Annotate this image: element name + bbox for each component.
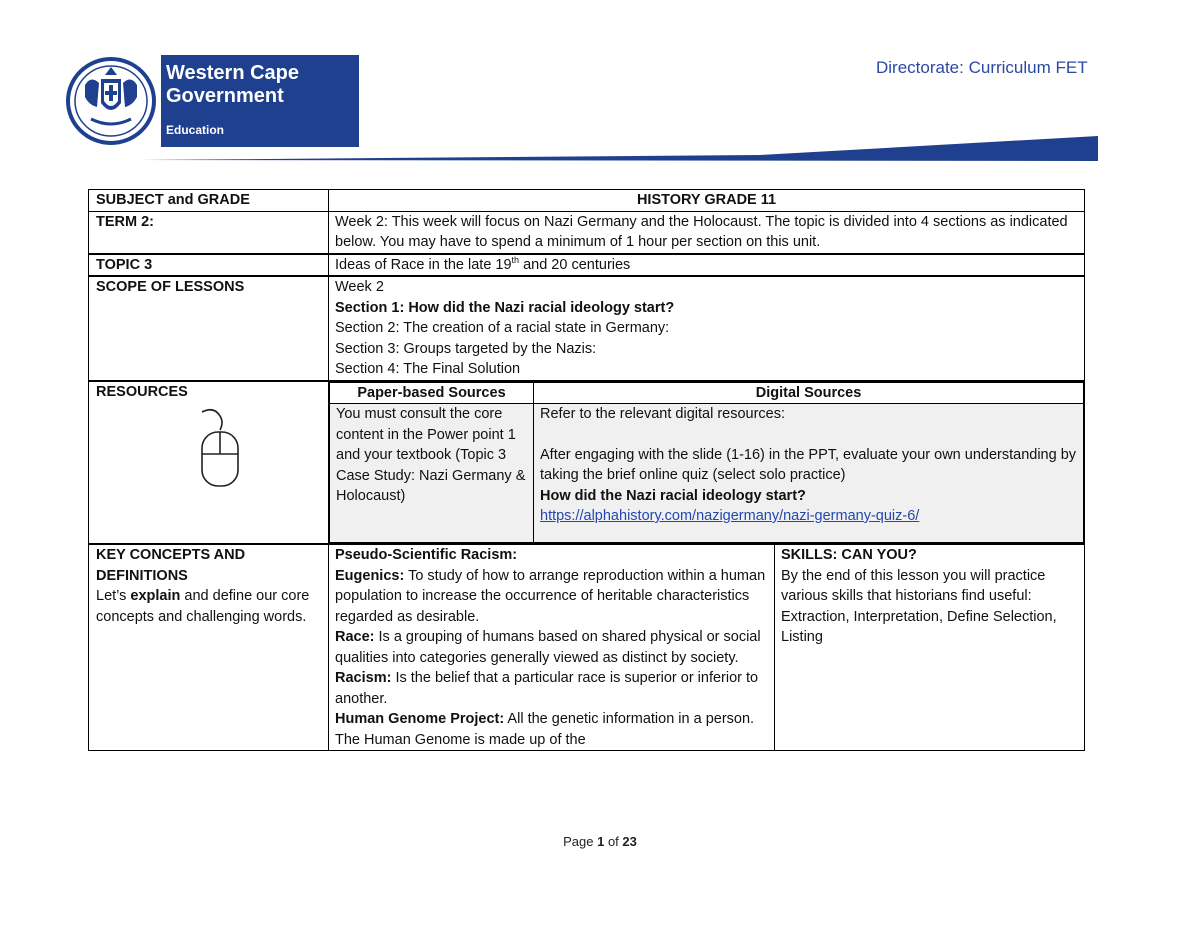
logo-line-western-cape: Western Cape: [166, 62, 300, 84]
definitions-heading: Pseudo-Scientific Racism:: [335, 547, 518, 563]
scope-section-1: Section 1: How did the Nazi racial ideology start?: [335, 299, 675, 316]
skills-heading: SKILLS: CAN YOU?: [781, 547, 917, 563]
term-value: Week 2: This week will focus on Nazi Germany and the Holocaust. The topic is divided into 4 sections as indicated below. You may have to spend a minimum of 1 hour per section on this unit.: [329, 211, 1085, 254]
resources-content: [329, 381, 1085, 545]
row-term: [89, 211, 1085, 254]
row-subject: [89, 190, 1085, 212]
digital-instructions: After engaging with the slide (1-16) in the PPT, evaluate your own understanding by taking the brief online quiz (select solo practice): [540, 446, 1077, 483]
lesson-plan-table: [88, 189, 1085, 751]
subject-label: SUBJECT and GRADE: [89, 190, 329, 212]
page-of: of: [604, 834, 623, 849]
skills-cell: [775, 544, 1085, 751]
topic-label: TOPIC 3: [89, 254, 329, 277]
term-human-genome: Human Genome Project:: [335, 711, 505, 727]
logo-line-education: Education: [166, 123, 225, 137]
topic-value-text: Ideas of Race in the late 19: [335, 256, 512, 273]
paper-sources-header: Paper-based Sources: [330, 382, 534, 404]
subject-value: HISTORY GRADE 11: [329, 190, 1085, 212]
def-human-genome: All the genetic information in a person. The Human Genome is made up of the: [335, 711, 755, 748]
def-race: Is a grouping of humans based on shared physical or social qualities into categories generally viewed as distinct by society.: [335, 629, 761, 666]
wcg-logo: [65, 55, 359, 147]
digital-quiz-question: How did the Nazi racial ideology start?: [540, 487, 806, 504]
definition-human-genome: [335, 709, 768, 750]
definition-eugenics: [335, 566, 768, 628]
intro-text-tail: and define our core concepts and challenging words.: [96, 588, 310, 625]
scope-section-4: Section 4: The Final Solution: [335, 361, 521, 377]
resources-header-row: [330, 382, 1084, 404]
row-key-concepts: [89, 544, 1085, 751]
skills-list: Extraction, Interpretation, Define Selection, Listing: [781, 608, 1057, 645]
scope-section-3: Section 3: Groups targeted by the Nazis:: [335, 340, 597, 357]
topic-value-tail: and 20 centuries: [519, 256, 631, 273]
topic-value: [329, 254, 1085, 277]
scope-section-2: Section 2: The creation of a racial state in Germany:: [335, 320, 670, 336]
resources-label-cell: [89, 381, 329, 545]
key-concepts-label: KEY CONCEPTS AND DEFINITIONS: [96, 547, 246, 584]
def-eugenics: To study of how to arrange reproduction within a human population to increase the occurrence of heritable characteristics regarded as desirable.: [335, 567, 766, 625]
digital-sources-cell: [534, 404, 1084, 543]
definitions-cell: [329, 544, 775, 751]
term-eugenics: Eugenics:: [335, 567, 405, 584]
row-scope: [89, 276, 1085, 381]
scope-week: Week 2: [335, 279, 384, 295]
resources-label: RESOURCES: [96, 383, 188, 400]
page-number: [0, 834, 1200, 849]
term-label: TERM 2:: [89, 211, 329, 254]
logo-line-government: Government: [166, 85, 284, 107]
term-race: Race:: [335, 629, 375, 645]
scope-label: SCOPE OF LESSONS: [89, 276, 329, 381]
intro-text: Let’s: [96, 588, 131, 604]
paper-sources-text: You must consult the core content in the Power point 1 and your textbook (Topic 3 Case Study: Nazi Germany & Holocaust): [330, 404, 534, 543]
resources-body-row: [330, 404, 1084, 543]
page-prefix: Page: [563, 834, 598, 849]
key-concepts-intro: [96, 586, 322, 627]
digital-sources-header: Digital Sources: [534, 382, 1084, 404]
skills-text: By the end of this lesson you will practice various skills that historians find useful:: [781, 567, 1046, 604]
key-concepts-label-cell: [89, 544, 329, 751]
definition-race: [335, 627, 768, 668]
quiz-link[interactable]: https://alphahistory.com/nazigermany/nazi-germany-quiz-6/: [540, 508, 920, 524]
crest-emblem: [65, 55, 161, 147]
directorate-title: Directorate: Curriculum FET: [876, 58, 1088, 77]
resources-table: [329, 382, 1084, 544]
topic-superscript: th: [511, 254, 520, 265]
digital-intro: Refer to the relevant digital resources:: [540, 406, 786, 422]
row-topic: [89, 254, 1085, 277]
intro-emphasis: explain: [130, 588, 181, 604]
mouse-icon: [196, 408, 246, 490]
row-resources: [89, 381, 1085, 545]
scope-value: [329, 276, 1085, 381]
term-racism: Racism:: [335, 670, 392, 686]
page-total: 23: [622, 834, 637, 849]
definition-racism: [335, 668, 768, 709]
def-racism: Is the belief that a particular race is superior or inferior to another.: [335, 670, 759, 707]
header-swoosh: [140, 136, 1100, 164]
page-current: 1: [597, 834, 605, 849]
